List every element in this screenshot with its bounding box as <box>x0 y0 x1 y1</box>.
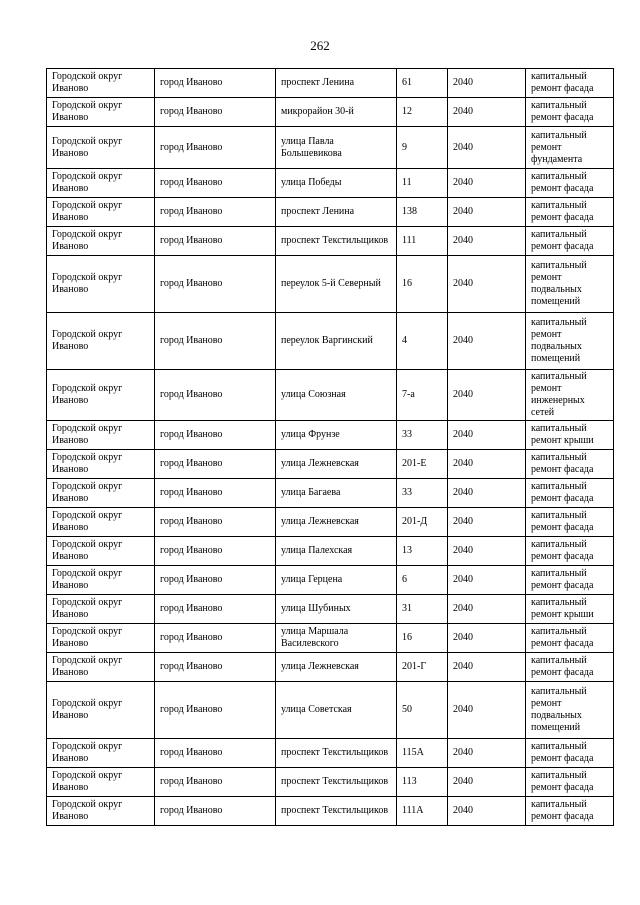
year-cell: 2040 <box>448 98 526 127</box>
district-cell: Городской округ Иваново <box>47 421 155 450</box>
district-cell: Городской округ Иваново <box>47 508 155 537</box>
city-cell: город Иваново <box>155 313 276 370</box>
work-type-cell: капитальный ремонт подвальных помещений <box>526 313 614 370</box>
work-type-cell: капитальный ремонт фасада <box>526 739 614 768</box>
city-cell: город Иваново <box>155 595 276 624</box>
year-cell: 2040 <box>448 198 526 227</box>
city-cell: город Иваново <box>155 797 276 826</box>
city-cell: город Иваново <box>155 566 276 595</box>
table-row <box>47 256 614 313</box>
district-cell: Городской округ Иваново <box>47 98 155 127</box>
district-cell: Городской округ Иваново <box>47 169 155 198</box>
house-number-cell: 16 <box>397 624 448 653</box>
work-type-cell: капитальный ремонт фасада <box>526 653 614 682</box>
table-row <box>47 313 614 370</box>
work-type-cell: капитальный ремонт крыши <box>526 421 614 450</box>
city-cell: город Иваново <box>155 768 276 797</box>
year-cell: 2040 <box>448 508 526 537</box>
table-row <box>47 537 614 566</box>
street-cell: улица Герцена <box>276 566 397 595</box>
year-cell: 2040 <box>448 169 526 198</box>
year-cell: 2040 <box>448 227 526 256</box>
year-cell: 2040 <box>448 479 526 508</box>
street-cell: проспект Текстильщиков <box>276 768 397 797</box>
page-number: 262 <box>310 38 330 53</box>
street-cell: улица Лежневская <box>276 508 397 537</box>
work-type-cell: капитальный ремонт фасада <box>526 768 614 797</box>
street-cell: улица Багаева <box>276 479 397 508</box>
year-cell: 2040 <box>448 797 526 826</box>
table-row <box>47 169 614 198</box>
year-cell: 2040 <box>448 127 526 169</box>
city-cell: город Иваново <box>155 198 276 227</box>
city-cell: город Иваново <box>155 421 276 450</box>
table-row <box>47 421 614 450</box>
street-cell: проспект Текстильщиков <box>276 797 397 826</box>
district-cell: Городской округ Иваново <box>47 127 155 169</box>
district-cell: Городской округ Иваново <box>47 653 155 682</box>
work-type-cell: капитальный ремонт фасада <box>526 169 614 198</box>
work-type-cell: капитальный ремонт фасада <box>526 227 614 256</box>
table-row <box>47 682 614 739</box>
street-cell: проспект Ленина <box>276 198 397 227</box>
work-type-cell: капитальный ремонт инженерных сетей <box>526 370 614 421</box>
table-row <box>47 127 614 169</box>
street-cell: переулок Варгинский <box>276 313 397 370</box>
district-cell: Городской округ Иваново <box>47 624 155 653</box>
street-cell: улица Павла Большевикова <box>276 127 397 169</box>
work-type-cell: капитальный ремонт подвальных помещений <box>526 256 614 313</box>
street-cell: переулок 5-й Северный <box>276 256 397 313</box>
city-cell: город Иваново <box>155 69 276 98</box>
city-cell: город Иваново <box>155 127 276 169</box>
street-cell: улица Союзная <box>276 370 397 421</box>
work-type-cell: капитальный ремонт фасада <box>526 69 614 98</box>
street-cell: проспект Ленина <box>276 69 397 98</box>
street-cell: улица Маршала Василевского <box>276 624 397 653</box>
year-cell: 2040 <box>448 653 526 682</box>
year-cell: 2040 <box>448 566 526 595</box>
district-cell: Городской округ Иваново <box>47 682 155 739</box>
house-number-cell: 4 <box>397 313 448 370</box>
house-number-cell: 201-Е <box>397 450 448 479</box>
house-number-cell: 16 <box>397 256 448 313</box>
district-cell: Городской округ Иваново <box>47 479 155 508</box>
house-number-cell: 50 <box>397 682 448 739</box>
house-number-cell: 111А <box>397 797 448 826</box>
house-number-cell: 113 <box>397 768 448 797</box>
district-cell: Городской округ Иваново <box>47 198 155 227</box>
work-type-cell: капитальный ремонт фасада <box>526 98 614 127</box>
house-number-cell: 201-Д <box>397 508 448 537</box>
table-row <box>47 370 614 421</box>
registry-body <box>47 69 614 826</box>
work-type-cell: капитальный ремонт фасада <box>526 797 614 826</box>
street-cell: улица Лежневская <box>276 450 397 479</box>
street-cell: проспект Текстильщиков <box>276 739 397 768</box>
year-cell: 2040 <box>448 537 526 566</box>
work-type-cell: капитальный ремонт фасада <box>526 537 614 566</box>
city-cell: город Иваново <box>155 739 276 768</box>
house-number-cell: 11 <box>397 169 448 198</box>
house-number-cell: 115А <box>397 739 448 768</box>
table-row <box>47 624 614 653</box>
work-type-cell: капитальный ремонт крыши <box>526 595 614 624</box>
table-row <box>47 768 614 797</box>
year-cell: 2040 <box>448 370 526 421</box>
work-type-cell: капитальный ремонт фасада <box>526 624 614 653</box>
work-type-cell: капитальный ремонт фасада <box>526 508 614 537</box>
table-row <box>47 508 614 537</box>
city-cell: город Иваново <box>155 169 276 198</box>
district-cell: Городской округ Иваново <box>47 768 155 797</box>
street-cell: улица Лежневская <box>276 653 397 682</box>
city-cell: город Иваново <box>155 98 276 127</box>
city-cell: город Иваново <box>155 537 276 566</box>
year-cell: 2040 <box>448 256 526 313</box>
house-number-cell: 9 <box>397 127 448 169</box>
street-cell: улица Фрунзе <box>276 421 397 450</box>
table-row <box>47 479 614 508</box>
year-cell: 2040 <box>448 313 526 370</box>
district-cell: Городской округ Иваново <box>47 313 155 370</box>
table-row <box>47 566 614 595</box>
table-row <box>47 198 614 227</box>
city-cell: город Иваново <box>155 682 276 739</box>
house-number-cell: 201-Г <box>397 653 448 682</box>
year-cell: 2040 <box>448 69 526 98</box>
year-cell: 2040 <box>448 595 526 624</box>
district-cell: Городской округ Иваново <box>47 797 155 826</box>
house-number-cell: 33 <box>397 479 448 508</box>
district-cell: Городской округ Иваново <box>47 69 155 98</box>
street-cell: улица Советская <box>276 682 397 739</box>
year-cell: 2040 <box>448 450 526 479</box>
year-cell: 2040 <box>448 624 526 653</box>
table-row <box>47 797 614 826</box>
year-cell: 2040 <box>448 739 526 768</box>
district-cell: Городской округ Иваново <box>47 227 155 256</box>
house-number-cell: 6 <box>397 566 448 595</box>
city-cell: город Иваново <box>155 450 276 479</box>
repair-registry-table <box>46 68 614 826</box>
work-type-cell: капитальный ремонт фасада <box>526 450 614 479</box>
city-cell: город Иваново <box>155 370 276 421</box>
house-number-cell: 13 <box>397 537 448 566</box>
street-cell: улица Шубиных <box>276 595 397 624</box>
city-cell: город Иваново <box>155 653 276 682</box>
street-cell: улица Палехская <box>276 537 397 566</box>
table-row <box>47 227 614 256</box>
district-cell: Городской округ Иваново <box>47 595 155 624</box>
street-cell: микрорайон 30-й <box>276 98 397 127</box>
district-cell: Городской округ Иваново <box>47 739 155 768</box>
city-cell: город Иваново <box>155 479 276 508</box>
work-type-cell: капитальный ремонт фасада <box>526 479 614 508</box>
work-type-cell: капитальный ремонт фасада <box>526 566 614 595</box>
street-cell: улица Победы <box>276 169 397 198</box>
table-row <box>47 595 614 624</box>
city-cell: город Иваново <box>155 624 276 653</box>
table-row <box>47 69 614 98</box>
house-number-cell: 12 <box>397 98 448 127</box>
house-number-cell: 111 <box>397 227 448 256</box>
year-cell: 2040 <box>448 421 526 450</box>
city-cell: город Иваново <box>155 256 276 313</box>
house-number-cell: 31 <box>397 595 448 624</box>
year-cell: 2040 <box>448 768 526 797</box>
table-row <box>47 653 614 682</box>
house-number-cell: 7-а <box>397 370 448 421</box>
house-number-cell: 138 <box>397 198 448 227</box>
city-cell: город Иваново <box>155 227 276 256</box>
work-type-cell: капитальный ремонт фундамента <box>526 127 614 169</box>
district-cell: Городской округ Иваново <box>47 450 155 479</box>
district-cell: Городской округ Иваново <box>47 256 155 313</box>
city-cell: город Иваново <box>155 508 276 537</box>
table-row <box>47 98 614 127</box>
work-type-cell: капитальный ремонт подвальных помещений <box>526 682 614 739</box>
house-number-cell: 33 <box>397 421 448 450</box>
year-cell: 2040 <box>448 682 526 739</box>
district-cell: Городской округ Иваново <box>47 370 155 421</box>
table-row <box>47 450 614 479</box>
table-row <box>47 739 614 768</box>
district-cell: Городской округ Иваново <box>47 537 155 566</box>
district-cell: Городской округ Иваново <box>47 566 155 595</box>
street-cell: проспект Текстильщиков <box>276 227 397 256</box>
house-number-cell: 61 <box>397 69 448 98</box>
work-type-cell: капитальный ремонт фасада <box>526 198 614 227</box>
